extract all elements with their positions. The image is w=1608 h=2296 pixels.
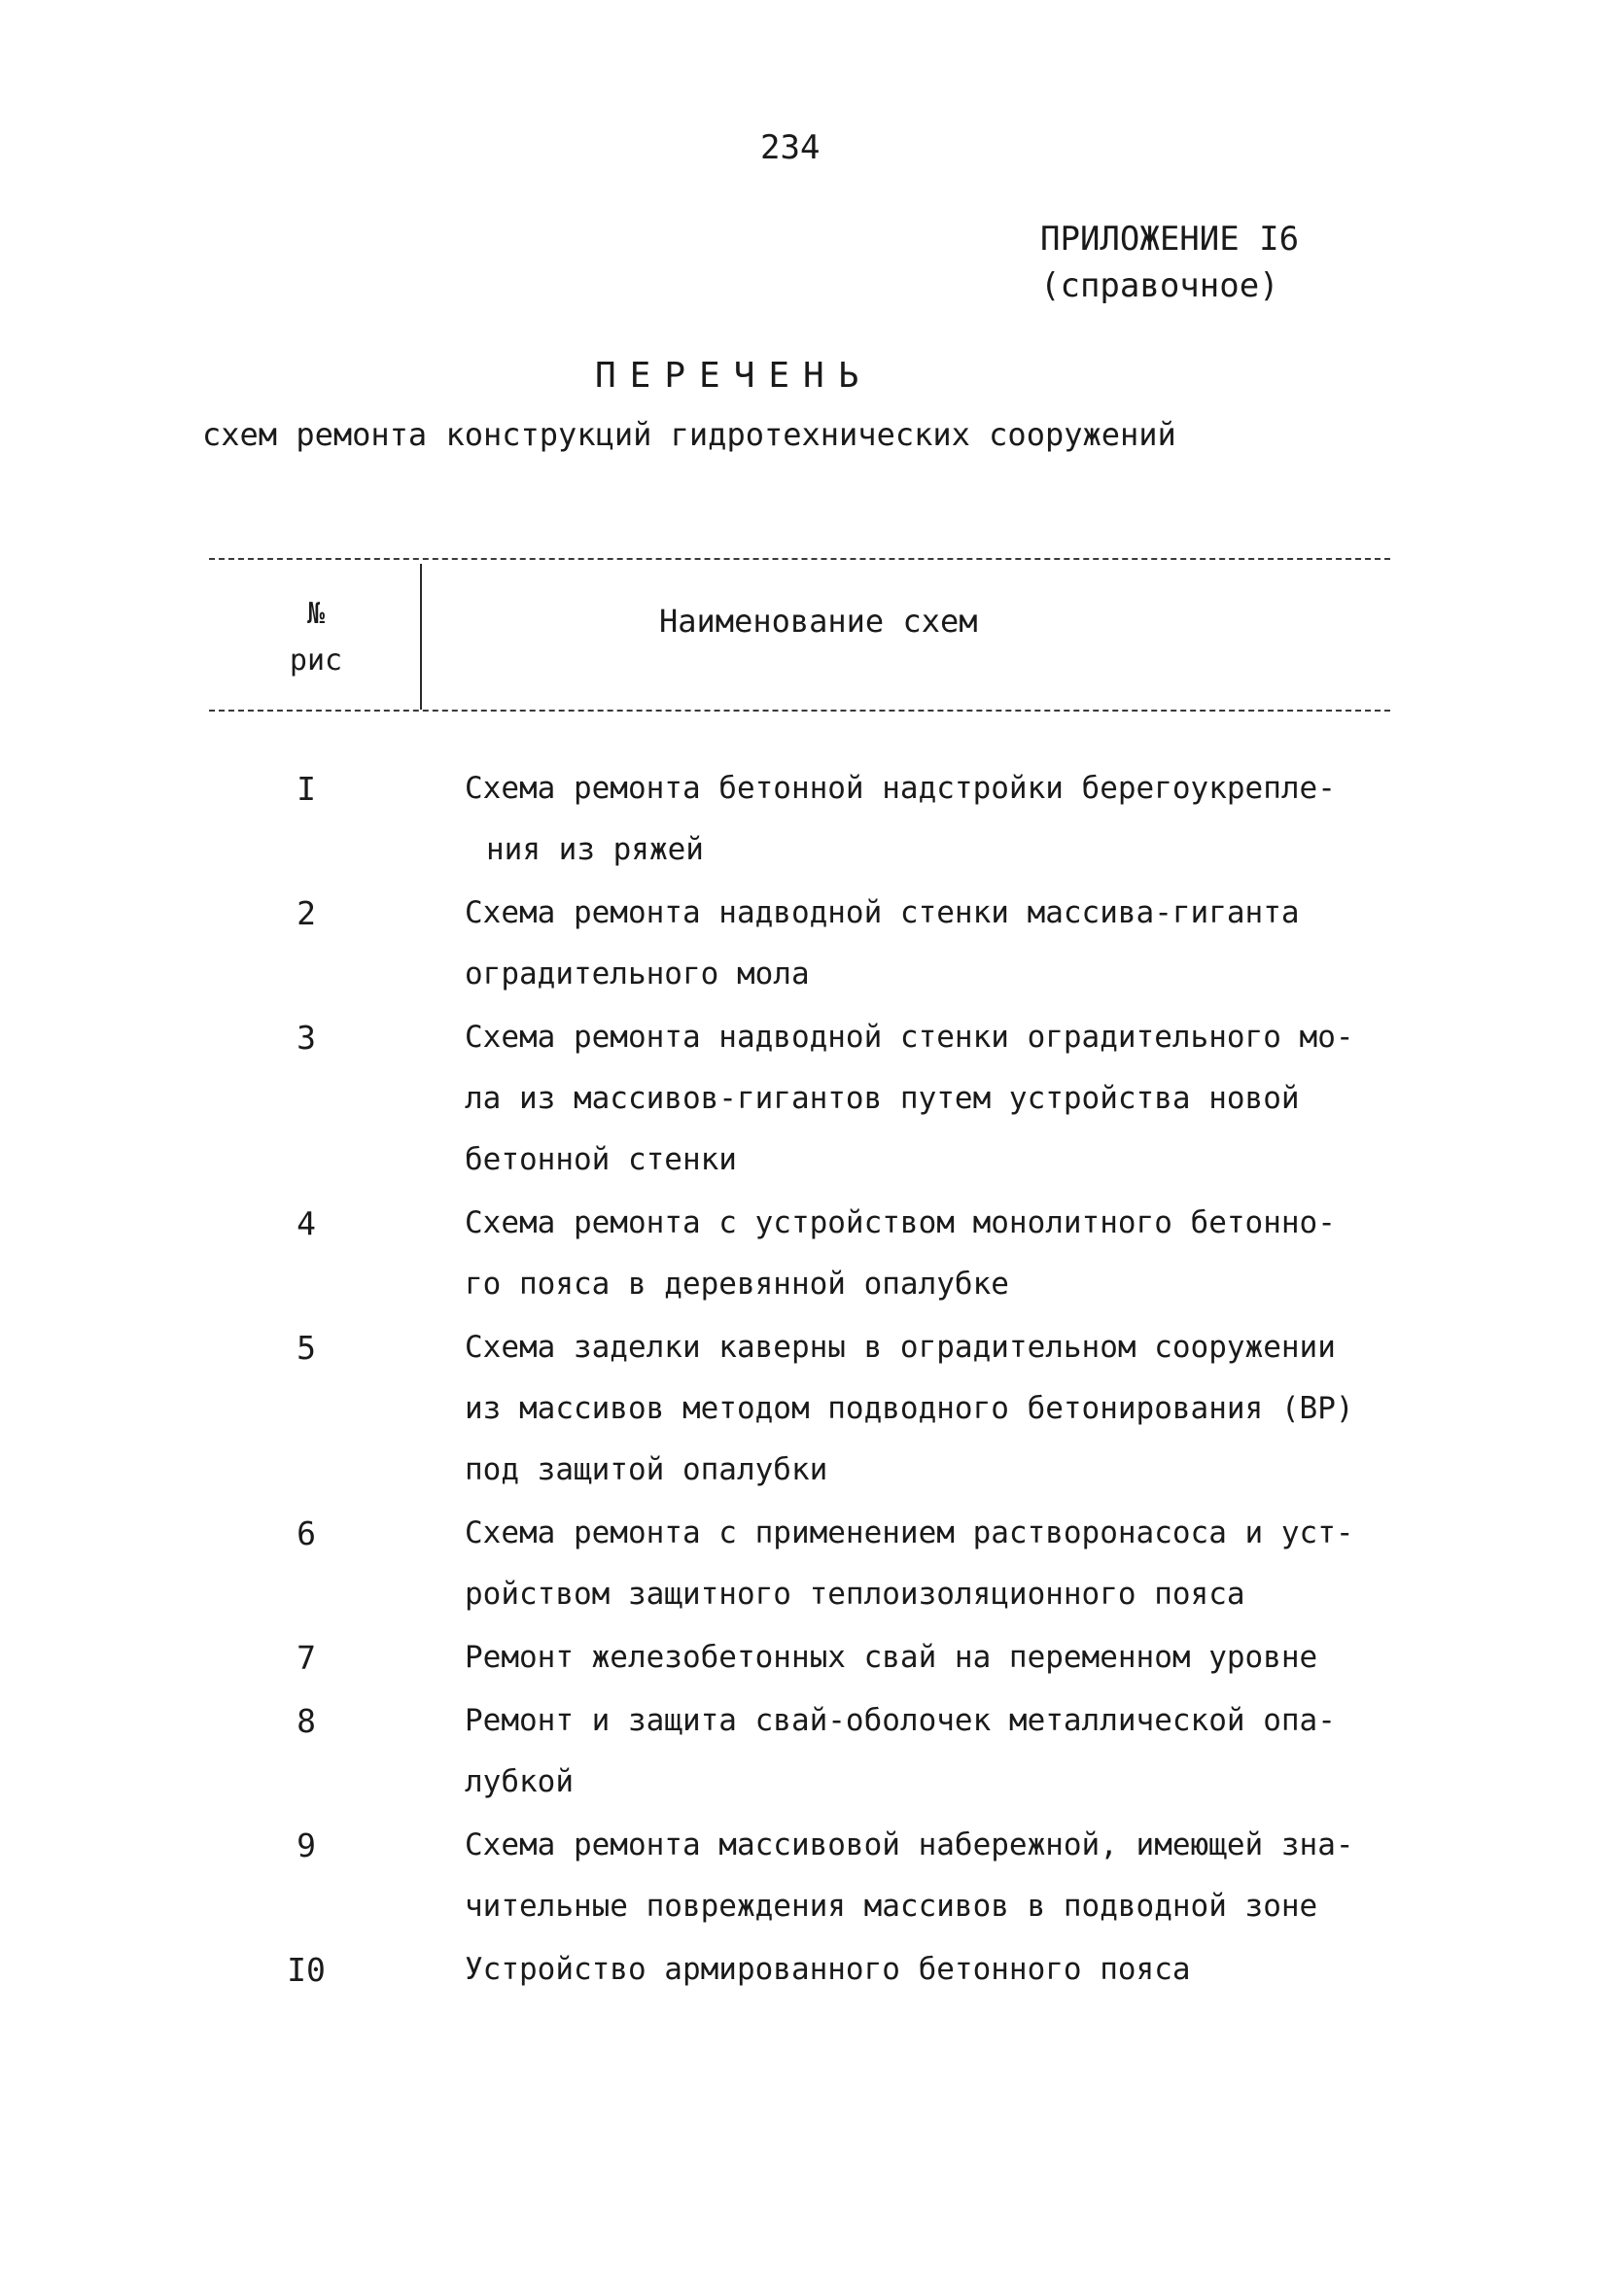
row-name-line: Устройство армированного бетонного пояса bbox=[465, 1952, 1191, 1987]
table-row bbox=[0, 1690, 1608, 1813]
row-number: 6 bbox=[297, 1514, 316, 1552]
row-number: 2 bbox=[297, 894, 316, 932]
table-top-rule bbox=[209, 558, 1390, 560]
row-name bbox=[465, 1815, 1398, 1937]
row-name-line: Схема ремонта с применением растворонасоса и уст- bbox=[465, 1515, 1354, 1550]
row-number: 7 bbox=[297, 1639, 316, 1677]
table-row bbox=[0, 1627, 1608, 1688]
row-name bbox=[465, 1939, 1398, 2000]
row-name-line: Схема ремонта надводной стенки массива-гиганта bbox=[465, 895, 1300, 930]
row-number: 3 bbox=[297, 1019, 316, 1057]
column-header-number-line2: рис bbox=[289, 644, 343, 678]
appendix-heading bbox=[1040, 216, 1299, 309]
row-number: I0 bbox=[287, 1951, 326, 1989]
row-name-line: Схема ремонта бетонной надстройки берегоукрепле- bbox=[465, 771, 1336, 806]
row-name-line: лубкой bbox=[465, 1764, 574, 1799]
row-name-line: го пояса в деревянной опалубке bbox=[465, 1267, 1009, 1302]
column-header-number-line1: № bbox=[306, 597, 326, 631]
row-name-line: Ремонт и защита свай-оболочек металлической опа- bbox=[465, 1703, 1336, 1738]
row-name bbox=[465, 883, 1398, 1005]
row-name-line: ройством защитного теплоизоляционного пояса bbox=[465, 1577, 1245, 1612]
table-row bbox=[0, 883, 1608, 1005]
row-name-line: Схема ремонта надводной стенки оградительного мо- bbox=[465, 1020, 1354, 1055]
row-name bbox=[465, 1193, 1398, 1315]
row-name bbox=[465, 1690, 1398, 1813]
table-row bbox=[0, 1815, 1608, 1937]
table-header-rule bbox=[209, 710, 1390, 712]
table-row bbox=[0, 1317, 1608, 1501]
document-subtitle: схем ремонта конструкций гидротехнических сооружений bbox=[202, 416, 1176, 453]
row-number: 5 bbox=[297, 1329, 316, 1367]
row-name-line: ла из массивов-гигантов путем устройства новой bbox=[465, 1081, 1300, 1116]
appendix-note: (справочное) bbox=[1040, 266, 1279, 305]
table-row bbox=[0, 1007, 1608, 1191]
table-row bbox=[0, 1193, 1608, 1315]
appendix-label: ПРИЛОЖЕНИЕ I6 bbox=[1040, 220, 1300, 259]
table-row bbox=[0, 1503, 1608, 1625]
row-name-line: из массивов методом подводного бетонирования (ВР) bbox=[465, 1391, 1354, 1426]
scheme-list bbox=[0, 758, 1608, 2002]
row-number: I bbox=[297, 770, 316, 808]
column-header-name: Наименование схем bbox=[659, 603, 978, 640]
page-number: 234 bbox=[760, 128, 821, 167]
row-number: 4 bbox=[297, 1204, 316, 1242]
row-name-line: чительные повреждения массивов в подводной зоне bbox=[465, 1889, 1318, 1924]
row-name-line: бетонной стенки bbox=[465, 1142, 737, 1177]
row-name-line: Ремонт железобетонных свай на переменном уровне bbox=[465, 1640, 1318, 1675]
table-row bbox=[0, 758, 1608, 881]
row-name bbox=[465, 1503, 1398, 1625]
row-name-line: Схема ремонта массивовой набережной, имеющей зна- bbox=[465, 1827, 1354, 1862]
row-number: 9 bbox=[297, 1826, 316, 1864]
row-name bbox=[465, 1627, 1398, 1688]
table-column-divider bbox=[420, 564, 422, 710]
row-name bbox=[465, 758, 1398, 881]
row-name-line: под защитой опалубки bbox=[465, 1452, 828, 1487]
row-number: 8 bbox=[297, 1702, 316, 1740]
row-name-line: Схема заделки каверны в оградительном сооружении bbox=[465, 1330, 1336, 1365]
table-row bbox=[0, 1939, 1608, 2000]
column-header-number bbox=[262, 591, 369, 684]
document-title: ПЕРЕЧЕНЬ bbox=[595, 356, 873, 396]
row-name bbox=[465, 1007, 1398, 1191]
row-name-line: Схема ремонта с устройством монолитного бетонно- bbox=[465, 1205, 1336, 1240]
row-name-line: ния из ряжей bbox=[486, 832, 704, 867]
row-name bbox=[465, 1317, 1398, 1501]
row-name-line: оградительного мола bbox=[465, 957, 810, 991]
